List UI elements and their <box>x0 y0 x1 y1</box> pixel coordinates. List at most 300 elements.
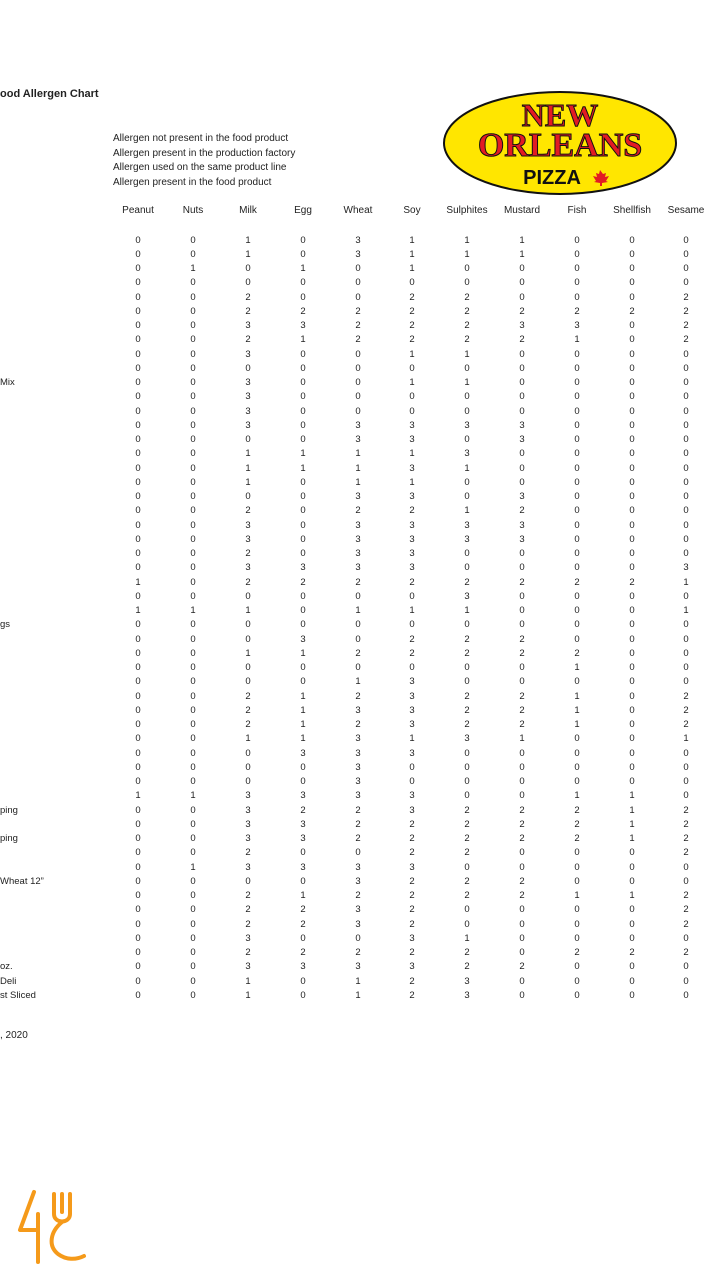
table-cell: 3 <box>245 519 251 531</box>
table-cell: 1 <box>190 861 196 873</box>
table-cell: 0 <box>300 776 306 787</box>
table-cell: 0 <box>135 362 141 374</box>
table-cell: 3 <box>300 961 306 973</box>
table-cell: 0 <box>629 719 635 730</box>
table-cell: 0 <box>190 590 196 602</box>
table-cell: 0 <box>629 533 635 545</box>
table-cell: 0 <box>629 932 635 944</box>
table-cell: 2 <box>519 875 525 887</box>
table-cell: 0 <box>519 277 525 289</box>
table-cell: 0 <box>629 562 635 574</box>
table-cell: 0 <box>245 277 251 289</box>
table-cell: 0 <box>519 861 525 873</box>
table-cell: 3 <box>409 548 415 559</box>
table-cell: 0 <box>464 861 470 873</box>
table-cell: 0 <box>629 647 635 659</box>
table-cell: 3 <box>355 861 361 873</box>
table-cell: 0 <box>574 476 580 488</box>
table-cell: 0 <box>245 662 251 673</box>
table-cell: 2 <box>519 690 525 702</box>
table-cell: 1 <box>409 733 415 745</box>
table-cell: 0 <box>519 562 525 574</box>
table-cell: 0 <box>135 747 141 759</box>
table-cell: 0 <box>135 961 141 973</box>
table-cell: 0 <box>355 619 361 631</box>
table-cell: 0 <box>135 847 141 859</box>
table-cell: 1 <box>683 576 689 588</box>
table-cell: 3 <box>464 533 470 545</box>
table-cell: 1 <box>190 790 196 802</box>
table-cell: 0 <box>190 462 196 474</box>
table-cell: 2 <box>409 975 415 987</box>
table-cell: 1 <box>574 334 580 346</box>
table-cell: 3 <box>355 491 361 502</box>
table-cell: 3 <box>355 733 361 745</box>
table-cell: 2 <box>355 334 361 346</box>
table-cell: 1 <box>355 975 361 987</box>
table-cell: 0 <box>355 662 361 673</box>
table-cell: 0 <box>190 377 196 388</box>
table-cell: 0 <box>519 377 525 388</box>
table-cell: 0 <box>190 519 196 531</box>
table-cell: 1 <box>300 263 306 274</box>
table-cell: 0 <box>683 633 689 645</box>
table-cell: 1 <box>409 448 415 460</box>
table-cell: 2 <box>464 719 470 730</box>
column-header: Egg <box>294 205 312 216</box>
table-cell: 0 <box>135 434 141 445</box>
table-cell: 3 <box>519 519 525 531</box>
table-cell: 0 <box>574 448 580 460</box>
table-cell: 1 <box>409 348 415 360</box>
table-cell: 1 <box>300 733 306 745</box>
table-cell: 0 <box>245 633 251 645</box>
table-cell: 3 <box>409 804 415 816</box>
table-cell: 0 <box>190 348 196 360</box>
table-cell: 3 <box>355 548 361 559</box>
table-cell: 2 <box>355 690 361 702</box>
fork-knife-logo-icon <box>14 1186 90 1270</box>
footnote: , 2020 <box>0 1030 28 1041</box>
column-header: Sesame <box>667 205 705 216</box>
table-cell: 0 <box>355 377 361 388</box>
table-cell: 2 <box>519 719 525 730</box>
table-cell: 3 <box>355 875 361 887</box>
table-cell: 2 <box>245 719 251 730</box>
table-cell: 1 <box>409 234 415 246</box>
table-cell: 0 <box>355 291 361 303</box>
table-cell: 0 <box>519 476 525 488</box>
table-cell: 2 <box>300 904 306 916</box>
table-cell: 0 <box>519 975 525 987</box>
table-cell: 1 <box>245 462 251 474</box>
table-cell: 2 <box>409 847 415 859</box>
table-cell: 0 <box>135 818 141 830</box>
table-cell: 1 <box>629 818 635 830</box>
table-cell: 3 <box>464 590 470 602</box>
table-cell: 0 <box>574 961 580 973</box>
table-cell: 3 <box>409 676 415 688</box>
table-cell: 0 <box>135 704 141 716</box>
table-cell: 2 <box>683 804 689 816</box>
table-cell: 2 <box>245 291 251 303</box>
table-cell: 0 <box>574 419 580 431</box>
table-cell: 0 <box>300 761 306 773</box>
table-cell: 0 <box>574 505 580 517</box>
table-cell: 0 <box>190 434 196 445</box>
table-cell: 3 <box>355 562 361 574</box>
table-cell: 2 <box>409 505 415 517</box>
legend <box>113 132 295 190</box>
table-cell: 0 <box>629 605 635 616</box>
row-label: st Sliced <box>0 989 36 1001</box>
column-header: Sulphites <box>446 205 488 216</box>
table-cell: 2 <box>300 576 306 588</box>
table-cell: 0 <box>135 305 141 317</box>
table-cell: 3 <box>245 533 251 545</box>
column-header: Soy <box>403 205 421 216</box>
table-cell: 1 <box>519 248 525 260</box>
table-cell: 0 <box>519 619 525 631</box>
table-cell: 0 <box>190 890 196 901</box>
table-cell: 0 <box>574 533 580 545</box>
table-cell: 0 <box>519 761 525 773</box>
table-cell: 0 <box>519 263 525 274</box>
column-header: Nuts <box>182 205 204 216</box>
table-cell: 3 <box>300 833 306 844</box>
table-cell: 0 <box>574 362 580 374</box>
table-cell: 2 <box>683 334 689 346</box>
table-cell: 3 <box>245 377 251 388</box>
table-cell: 0 <box>683 776 689 787</box>
table-cell: 0 <box>629 548 635 559</box>
table-cell: 0 <box>574 605 580 616</box>
table-cell: 0 <box>683 277 689 289</box>
table-cell: 1 <box>355 605 361 616</box>
table-cell: 3 <box>245 419 251 431</box>
table-cell: 0 <box>683 234 689 246</box>
table-cell: 0 <box>574 904 580 916</box>
table-cell: 0 <box>683 377 689 388</box>
column-header: Mustard <box>503 205 541 216</box>
table-cell: 0 <box>190 961 196 973</box>
row-label: gs <box>0 619 11 631</box>
table-cell: 0 <box>519 605 525 616</box>
table-cell: 2 <box>519 505 525 517</box>
table-cell: 1 <box>355 476 361 488</box>
table-cell: 2 <box>683 918 689 930</box>
table-cell: 0 <box>683 434 689 445</box>
table-cell: 0 <box>300 548 306 559</box>
table-cell: 0 <box>135 548 141 559</box>
table-cell: 2 <box>409 833 415 844</box>
table-cell: 2 <box>300 947 306 958</box>
table-cell: 2 <box>629 576 635 588</box>
table-cell: 2 <box>300 804 306 816</box>
table-cell: 0 <box>300 291 306 303</box>
table-cell: 0 <box>300 989 306 1001</box>
row-label: Wheat 12” <box>0 875 44 887</box>
table-cell: 2 <box>519 818 525 830</box>
table-cell: 0 <box>190 476 196 488</box>
table-cell: 2 <box>409 576 415 588</box>
table-cell: 2 <box>464 576 470 588</box>
table-cell: 3 <box>355 904 361 916</box>
table-cell: 0 <box>245 676 251 688</box>
table-cell: 1 <box>409 248 415 260</box>
table-cell: 1 <box>190 605 196 616</box>
table-cell: 2 <box>683 291 689 303</box>
table-cell: 0 <box>135 419 141 431</box>
table-cell: 2 <box>519 633 525 645</box>
table-cell: 0 <box>683 790 689 802</box>
table-cell: 3 <box>355 248 361 260</box>
table-cell: 2 <box>683 904 689 916</box>
table-cell: 0 <box>574 462 580 474</box>
table-cell: 0 <box>190 847 196 859</box>
table-cell: 1 <box>300 448 306 460</box>
table-cell: 3 <box>464 733 470 745</box>
table-cell: 1 <box>300 334 306 346</box>
table-cell: 0 <box>190 833 196 844</box>
table-cell: 0 <box>629 847 635 859</box>
table-cell: 3 <box>245 861 251 873</box>
table-cell: 2 <box>574 647 580 659</box>
table-cell: 0 <box>190 305 196 317</box>
table-cell: 0 <box>245 434 251 445</box>
table-cell: 0 <box>135 861 141 873</box>
table-cell: 0 <box>135 448 141 460</box>
table-cell: 0 <box>300 234 306 246</box>
table-cell: 1 <box>574 690 580 702</box>
table-cell: 0 <box>135 633 141 645</box>
table-cell: 2 <box>519 305 525 317</box>
table-cell: 0 <box>519 747 525 759</box>
table-cell: 1 <box>464 932 470 944</box>
table-cell: 3 <box>355 234 361 246</box>
table-cell: 0 <box>629 377 635 388</box>
table-cell: 0 <box>409 362 415 374</box>
table-cell: 0 <box>574 391 580 403</box>
table-cell: 2 <box>519 890 525 901</box>
table-cell: 3 <box>519 533 525 545</box>
table-cell: 3 <box>464 975 470 987</box>
column-header: Shellfish <box>613 205 651 216</box>
legend-item-3: Allergen present in the food product <box>113 176 272 188</box>
table-cell: 1 <box>629 804 635 816</box>
table-cell: 2 <box>245 847 251 859</box>
table-cell: 0 <box>300 476 306 488</box>
table-cell: 1 <box>574 662 580 673</box>
table-cell: 3 <box>355 776 361 787</box>
table-cell: 1 <box>683 605 689 616</box>
table-cell: 3 <box>409 719 415 730</box>
table-cell: 0 <box>574 989 580 1001</box>
table-cell: 2 <box>464 647 470 659</box>
table-cell: 0 <box>135 476 141 488</box>
table-cell: 0 <box>190 234 196 246</box>
table-cell: 2 <box>683 719 689 730</box>
table-cell: 0 <box>190 662 196 673</box>
table-cell: 0 <box>409 391 415 403</box>
table-cell: 0 <box>683 548 689 559</box>
table-cell: 0 <box>300 519 306 531</box>
table-cell: 2 <box>464 690 470 702</box>
table-cell: 0 <box>464 918 470 930</box>
table-cell: 2 <box>683 690 689 702</box>
table-cell: 0 <box>574 761 580 773</box>
table-cell: 0 <box>519 947 525 958</box>
table-cell: 2 <box>683 947 689 958</box>
table-cell: 0 <box>135 890 141 901</box>
table-cell: 0 <box>574 491 580 502</box>
table-cell: 0 <box>629 904 635 916</box>
table-cell: 0 <box>135 690 141 702</box>
table-cell: 0 <box>190 491 196 502</box>
table-cell: 0 <box>629 234 635 246</box>
table-cell: 1 <box>300 719 306 730</box>
table-cell: 0 <box>629 391 635 403</box>
table-cell: 3 <box>519 419 525 431</box>
table-cell: 2 <box>409 890 415 901</box>
table-cell: 1 <box>135 576 141 588</box>
table-cell: 1 <box>245 476 251 488</box>
table-cell: 1 <box>409 605 415 616</box>
table-cell: 0 <box>519 448 525 460</box>
table-cell: 0 <box>629 662 635 673</box>
table-cell: 0 <box>464 391 470 403</box>
table-cell: 2 <box>245 690 251 702</box>
table-cell: 0 <box>300 391 306 403</box>
table-cell: 2 <box>245 548 251 559</box>
table-cell: 2 <box>409 633 415 645</box>
table-cell: 0 <box>629 448 635 460</box>
table-cell: 0 <box>135 932 141 944</box>
table-cell: 2 <box>574 576 580 588</box>
table-cell: 0 <box>190 690 196 702</box>
table-cell: 3 <box>300 790 306 802</box>
table-cell: 0 <box>300 277 306 289</box>
table-cell: 0 <box>629 989 635 1001</box>
table-cell: 2 <box>683 305 689 317</box>
table-cell: 2 <box>245 334 251 346</box>
table-cell: 0 <box>190 719 196 730</box>
table-cell: 3 <box>409 790 415 802</box>
table-cell: 0 <box>683 861 689 873</box>
table-cell: 0 <box>629 519 635 531</box>
table-cell: 0 <box>300 491 306 502</box>
table-cell: 2 <box>464 833 470 844</box>
table-cell: 0 <box>574 861 580 873</box>
table-cell: 0 <box>135 248 141 260</box>
table-cell: 0 <box>135 234 141 246</box>
table-cell: 3 <box>683 562 689 574</box>
table-cell: 0 <box>464 676 470 688</box>
table-cell: 1 <box>355 989 361 1001</box>
table-cell: 2 <box>245 947 251 958</box>
table-cell: 0 <box>190 776 196 787</box>
table-cell: 0 <box>464 776 470 787</box>
table-cell: 3 <box>409 434 415 445</box>
table-cell: 2 <box>464 818 470 830</box>
table-cell: 3 <box>245 562 251 574</box>
table-cell: 0 <box>574 348 580 360</box>
table-cell: 0 <box>135 761 141 773</box>
table-cell: 3 <box>245 790 251 802</box>
table-cell: 0 <box>519 676 525 688</box>
table-cell: 0 <box>190 947 196 958</box>
table-cell: 0 <box>355 277 361 289</box>
table-cell: 2 <box>464 804 470 816</box>
table-cell: 2 <box>409 989 415 1001</box>
table-cell: 0 <box>574 733 580 745</box>
column-header: Fish <box>567 205 587 216</box>
table-cell: 2 <box>464 305 470 317</box>
table-cell: 0 <box>574 405 580 417</box>
table-cell: 2 <box>683 704 689 716</box>
table-cell: 0 <box>629 462 635 474</box>
table-cell: 0 <box>629 619 635 631</box>
table-cell: 2 <box>245 305 251 317</box>
table-cell: 0 <box>190 804 196 816</box>
table-cell: 0 <box>629 405 635 417</box>
table-cell: 2 <box>300 918 306 930</box>
table-cell: 2 <box>409 334 415 346</box>
table-cell: 0 <box>574 277 580 289</box>
table-cell: 1 <box>190 263 196 274</box>
row-label: ping <box>0 804 18 816</box>
table-cell: 2 <box>519 704 525 716</box>
table-cell: 0 <box>683 533 689 545</box>
table-cell: 2 <box>245 904 251 916</box>
table-cell: 0 <box>300 590 306 602</box>
table-cell: 0 <box>683 248 689 260</box>
table-cell: 0 <box>464 619 470 631</box>
table-cell: 0 <box>683 419 689 431</box>
table-cell: 3 <box>245 348 251 360</box>
table-cell: 0 <box>519 348 525 360</box>
table-cell: 0 <box>629 362 635 374</box>
table-cell: 2 <box>355 890 361 901</box>
table-cell: 0 <box>574 234 580 246</box>
table-cell: 0 <box>135 462 141 474</box>
table-cell: 0 <box>135 277 141 289</box>
table-cell: 0 <box>355 405 361 417</box>
table-cell: 1 <box>464 348 470 360</box>
table-cell: 0 <box>629 975 635 987</box>
table-cell: 3 <box>245 320 251 331</box>
table-cell: 1 <box>464 462 470 474</box>
table-cell: 0 <box>629 590 635 602</box>
table-cell: 0 <box>135 348 141 360</box>
table-cell: 0 <box>683 761 689 773</box>
table-cell: 2 <box>409 818 415 830</box>
table-cell: 3 <box>409 491 415 502</box>
table-cell: 0 <box>574 875 580 887</box>
table-cell: 0 <box>629 434 635 445</box>
table-cell: 2 <box>355 818 361 830</box>
table-cell: 2 <box>574 818 580 830</box>
table-cell: 3 <box>519 320 525 331</box>
table-cell: 2 <box>464 875 470 887</box>
table-cell: 1 <box>683 733 689 745</box>
table-cell: 0 <box>190 633 196 645</box>
logo-line2: ORLEANS <box>477 127 643 164</box>
table-cell: 1 <box>300 462 306 474</box>
table-cell: 3 <box>464 448 470 460</box>
table-cell: 0 <box>519 932 525 944</box>
table-cell: 0 <box>135 619 141 631</box>
